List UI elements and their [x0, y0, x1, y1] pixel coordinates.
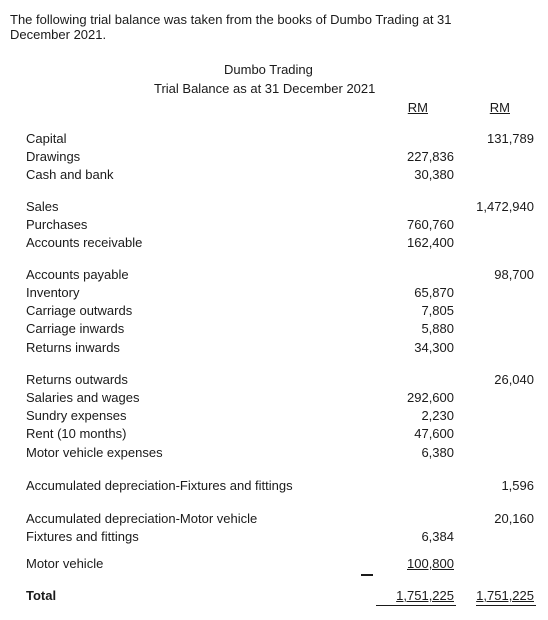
credit-amount: 1,596: [501, 478, 534, 493]
table-row: [0, 166, 548, 184]
debit-amount: 34,300: [414, 340, 454, 355]
account-label: Sales: [26, 199, 59, 214]
total-debit: 1,751,225: [396, 588, 454, 603]
statement-title: Trial Balance as at 31 December 2021: [154, 81, 376, 96]
credit-column-header: RM: [489, 100, 510, 115]
table-row: [0, 510, 548, 528]
account-label: Inventory: [26, 285, 80, 300]
table-row: [0, 339, 548, 357]
table-row: [0, 407, 548, 425]
account-label: Carriage inwards: [26, 321, 125, 336]
account-label: Motor vehicle expenses: [26, 445, 163, 460]
table-row: [0, 371, 548, 389]
account-label: Drawings: [26, 149, 81, 164]
credit-amount: 1,472,940: [476, 199, 534, 214]
debit-amount: 292,600: [407, 390, 454, 405]
account-label: Accounts receivable: [26, 235, 143, 250]
account-label: Purchases: [26, 217, 88, 232]
table-row: [0, 555, 548, 573]
table-row: [0, 130, 548, 148]
credit-amount: 98,700: [494, 267, 534, 282]
credit-amount: 26,040: [494, 372, 534, 387]
account-label: Returns inwards: [26, 340, 120, 355]
total-label: Total: [26, 588, 57, 603]
account-label: Accounts payable: [26, 267, 129, 282]
table-row: [0, 444, 548, 462]
table-row: [0, 477, 548, 495]
credit-amount: 20,160: [494, 511, 534, 526]
account-label: Returns outwards: [26, 372, 128, 387]
account-label: Rent (10 months): [26, 426, 127, 441]
account-label: Cash and bank: [26, 167, 114, 182]
account-label: Motor vehicle: [26, 556, 104, 571]
table-row: [0, 216, 548, 234]
total-debit-rule: [376, 605, 456, 606]
debit-amount: 2,230: [421, 408, 454, 423]
debit-amount: 100,800: [407, 556, 454, 571]
company-name: Dumbo Trading: [224, 62, 313, 77]
total-row: [0, 587, 548, 605]
debit-amount: 6,384: [421, 529, 454, 544]
account-label: Salaries and wages: [26, 390, 140, 405]
debit-amount: 227,836: [407, 149, 454, 164]
debit-amount: 6,380: [421, 445, 454, 460]
debit-amount: 162,400: [407, 235, 454, 250]
total-credit-rule: [476, 605, 536, 606]
table-row: [0, 198, 548, 216]
credit-amount: 131,789: [487, 131, 534, 146]
table-row: [0, 528, 548, 546]
table-row: [0, 425, 548, 443]
account-label: Fixtures and fittings: [26, 529, 139, 544]
account-label: Carriage outwards: [26, 303, 133, 318]
total-credit: 1,751,225: [476, 588, 534, 603]
debit-amount: 65,870: [414, 285, 454, 300]
table-row: [0, 320, 548, 338]
account-label: Accumulated depreciation-Fixtures and fittings: [26, 478, 293, 493]
debit-amount: 5,880: [421, 321, 454, 336]
total-tick-mark: [361, 574, 373, 576]
debit-amount: 760,760: [407, 217, 454, 232]
account-label: Capital: [26, 131, 67, 146]
account-label: Accumulated depreciation-Motor vehicle: [26, 511, 258, 526]
debit-amount: 47,600: [414, 426, 454, 441]
table-row: [0, 148, 548, 166]
table-row: [0, 234, 548, 252]
table-row: [0, 389, 548, 407]
intro-paragraph: The following trial balance was taken from the books of Dumbo Trading at 31 December 2021.: [10, 12, 452, 42]
table-row: [0, 284, 548, 302]
table-row: [0, 302, 548, 320]
account-label: Sundry expenses: [26, 408, 127, 423]
debit-column-header: RM: [407, 100, 428, 115]
debit-amount: 30,380: [414, 167, 454, 182]
debit-amount: 7,805: [421, 303, 454, 318]
table-row: [0, 266, 548, 284]
